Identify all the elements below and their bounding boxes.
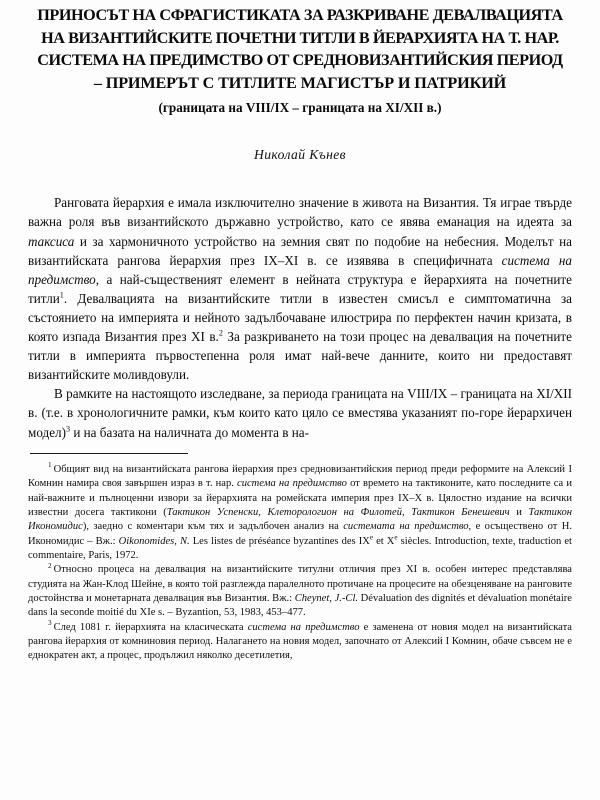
fn3-italic-1: система на предимство [247,621,360,633]
fn2-seg-2: Dévaluation des dignités et dévaluation monétaire dans la seconde moitié du XIe s. – Byzantion, 53, 1983, 453–477. [28,593,572,619]
title-line-2: НА ВИЗАНТИЙСКИТЕ ПОЧЕТНИ ТИТЛИ В ЙЕРАРХИЯТА НА Т. НАР. [41,28,559,47]
title-subtitle: (границата на VIII/IX – границата на XI/XII в.) [158,100,442,116]
fn1-seg-3: и [509,507,529,519]
fn3-seg-2: е заменена от новия модел на византийската рангова йерархия от комниновия период. Налагането на новия модел, започнато от Алексий I Комнин, обаче съвсем не е еднократен акт, а процес, продължил няколко десетилетия, [28,621,572,662]
p1-seg-4: . Девалвацията на византийските титли в известен смисъл е симптоматична за състоянието на империята и нейното задълбочаване илюстрира по перфектен начин кризата, в която изпада Византия през XI в. [28,290,572,345]
author-name: Николай Кънев [254,147,346,163]
fn1-sup-1: e [369,533,374,542]
fn1-seg-1: Общият вид на византийската рангова йерархия през средновизантийския период преди реформите на Алексий I Комнин намира своя завършен израз в т. нар. [28,463,572,490]
p1-italic-2: система на предимство [28,252,573,287]
body-text [28,193,572,441]
title-line-1: ПРИНОСЪТ НА СФРАГИСТИКАТА ЗА РАЗКРИВАНЕ ДЕВАЛВАЦИЯТА [37,6,563,24]
fn1-seg-8: siècles. Introduction, texte, traduction et commentaire, Paris, 1972. [28,535,572,562]
p1-seg-3: , а най-същественият елемент в нейната структура е йерархията на почетните титли [28,271,572,306]
paragraph-2 [28,384,572,441]
footnote-separator-rule [30,453,188,454]
p1-seg-1: Ранговата йерархия е имала изключително значение в живота на Византия. Тя играе твърде важна роля във византийското държавно устройство, като се явява еманация на идеята за [28,195,572,230]
footnotes-block [28,463,572,664]
fn1-italic-3: Тактикон Икономидис [28,507,572,533]
footnote-3-number: 3 [48,619,52,628]
fn3-seg-1: След 1081 г. йерархията на класическата [53,621,248,633]
fn1-italic-5: Oikonomides, N. [118,535,190,547]
fn1-italic-1: система на предимство [237,478,347,490]
footnote-ref-2[interactable]: 2 [218,328,223,338]
title-line-3: СИСТЕМА НА ПРЕДИМСТВО ОТ СРЕДНОВИЗАНТИЙСКИЯ ПЕРИОД [37,51,563,70]
footnote-1 [28,463,572,563]
title-block [28,0,572,119]
title-line-4: – ПРИМЕРЪТ С ТИТЛИТЕ МАГИСТЪР И ПАТРИКИЙ [93,73,507,92]
footnote-ref-1[interactable]: 1 [59,290,64,300]
p2-seg-2: и на базата на наличната до момента в на- [70,424,310,440]
fn1-italic-4: системата на предимство [343,521,469,533]
fn1-seg-2: от времето на тактиконите, като последните са и най-важните и пълноценни извори за йерархията на ромейската империя през IX–X в. Цялостно издание на всички известни досега тактикони ( [28,478,573,519]
p1-seg-5: За разкриването на този процес на девалвация на почетните титли в империята първостепенна роля имат най-вече данните, които ни предоставят византийските моливдовули. [28,329,572,383]
fn2-italic-1: Cheynet, J.-Cl. [294,593,359,605]
footnote-3 [28,621,572,664]
p2-seg-1: В рамките на настоящото изследване, за периода границата на VIII/IX – границата на XI/XII в. (т.е. в хронологичните рамки, към които като цяло се вместява указаният по-горе йерархичен модел) [28,386,572,440]
footnote-2 [28,563,572,620]
p1-italic-1: таксиса [28,233,75,249]
paragraph-1 [28,193,572,384]
fn1-sup-2: e [394,533,398,542]
fn2-seg-1: Относно процеса на девалвация на византийските титулни отличия през XI в. особен интерес представлява студията на Жан-Клод Шейне, в която той разглежда паралелното протичане на процесите на обезценяване на ранговите достойнства и монетарната девалвация във Византия. Вж.: [28,564,572,605]
footnote-ref-3[interactable]: 3 [65,424,71,434]
fn1-seg-5: , е осъществено от Н. Икономидис – Вж.: [28,521,572,547]
fn1-italic-2: Тактикон Успенски, Клеторологион на Филотей, Тактикон Бенешевич [166,507,510,519]
fn1-seg-6: Les listes de préséance byzantines des IX [189,535,370,547]
footnote-2-number: 2 [48,561,52,570]
footnote-1-number: 1 [48,461,52,470]
fn1-seg-7: et X [373,535,395,547]
fn1-seg-4: ), заедно с коментари към тях и задълбочен анализ на [82,521,344,533]
p1-seg-2: и за хармоничното устройство на земния свят по подобие на небесния. Моделът на византийската рангова йерархия през IX–XI в. се изявява в специфичната [28,233,572,268]
